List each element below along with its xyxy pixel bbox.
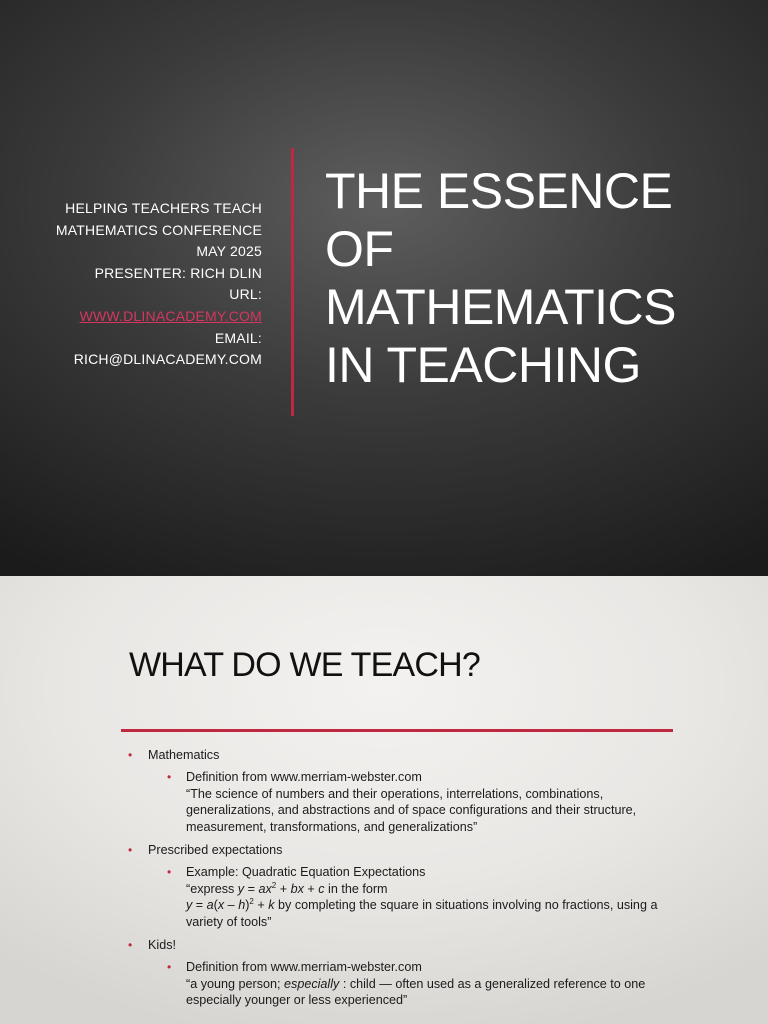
bullet-list <box>128 747 668 1015</box>
definition-source: • Definition from www.merriam-webster.com <box>186 959 422 974</box>
email-label: EMAIL: <box>214 329 262 346</box>
presenter-name: PRESENTER: RICH DLIN <box>94 264 262 281</box>
sub-bullet-math-definition <box>128 769 668 836</box>
definition-line: generalizations, and abstractions and of space configurations and their structure, <box>186 803 637 818</box>
slide-heading: WHAT DO WE TEACH? <box>129 646 480 684</box>
sub-bullet-quadratic-example <box>128 864 668 931</box>
definition-line: measurement, transformations, and generalizations” <box>186 820 478 835</box>
title-line-3: MATHEMATICS <box>325 279 676 335</box>
example-title: • Example: Quadratic Equation Expectations <box>186 864 426 879</box>
definition-line: “The science of numbers and their operations, interrelations, combinations, <box>186 786 604 801</box>
expression-line-2: y = a(x – h)$^2$ + k by completing the square in situations involving no fractions, using a <box>186 897 658 913</box>
website-link[interactable]: WWW.DLINACADEMY.COM <box>79 307 262 324</box>
conference-date: MAY 2025 <box>196 243 262 260</box>
title-line-2: OF <box>325 221 394 277</box>
bullet-label: Prescribed expectations <box>148 842 283 857</box>
definition-line: especially younger or less experienced” <box>186 993 408 1008</box>
horizontal-divider <box>121 729 673 732</box>
bullet-mathematics <box>128 747 668 764</box>
title-line-4: IN TEACHING <box>325 337 641 393</box>
bullet-label: Mathematics <box>148 748 220 762</box>
bullet-prescribed-expectations <box>128 842 668 859</box>
vertical-divider <box>291 148 294 416</box>
definition-source: • Definition from www.merriam-webster.com <box>186 769 422 784</box>
slide-title <box>325 162 765 394</box>
content-slide <box>0 576 768 1024</box>
expression-line-3: variety of tools” <box>186 915 272 930</box>
sub-bullet-kids-definition <box>128 959 668 1009</box>
conference-line-1: HELPING TEACHERS TEACH <box>65 200 262 216</box>
presenter-info <box>56 198 262 371</box>
title-line-1: THE ESSENCE <box>325 163 673 219</box>
expression-line-1: “express $y = ax^2$ + bx + c in the form <box>186 880 388 896</box>
url-label: URL: <box>229 286 262 303</box>
conference-line-2: MATHEMATICS CONFERENCE <box>55 221 262 238</box>
bullet-label: Kids! <box>148 937 176 952</box>
email-address: RICH@DLINACADEMY.COM <box>73 351 262 368</box>
definition-line: “a young person; especially : child — often used as a generalized reference to one <box>186 976 646 991</box>
bullet-kids <box>128 937 668 954</box>
